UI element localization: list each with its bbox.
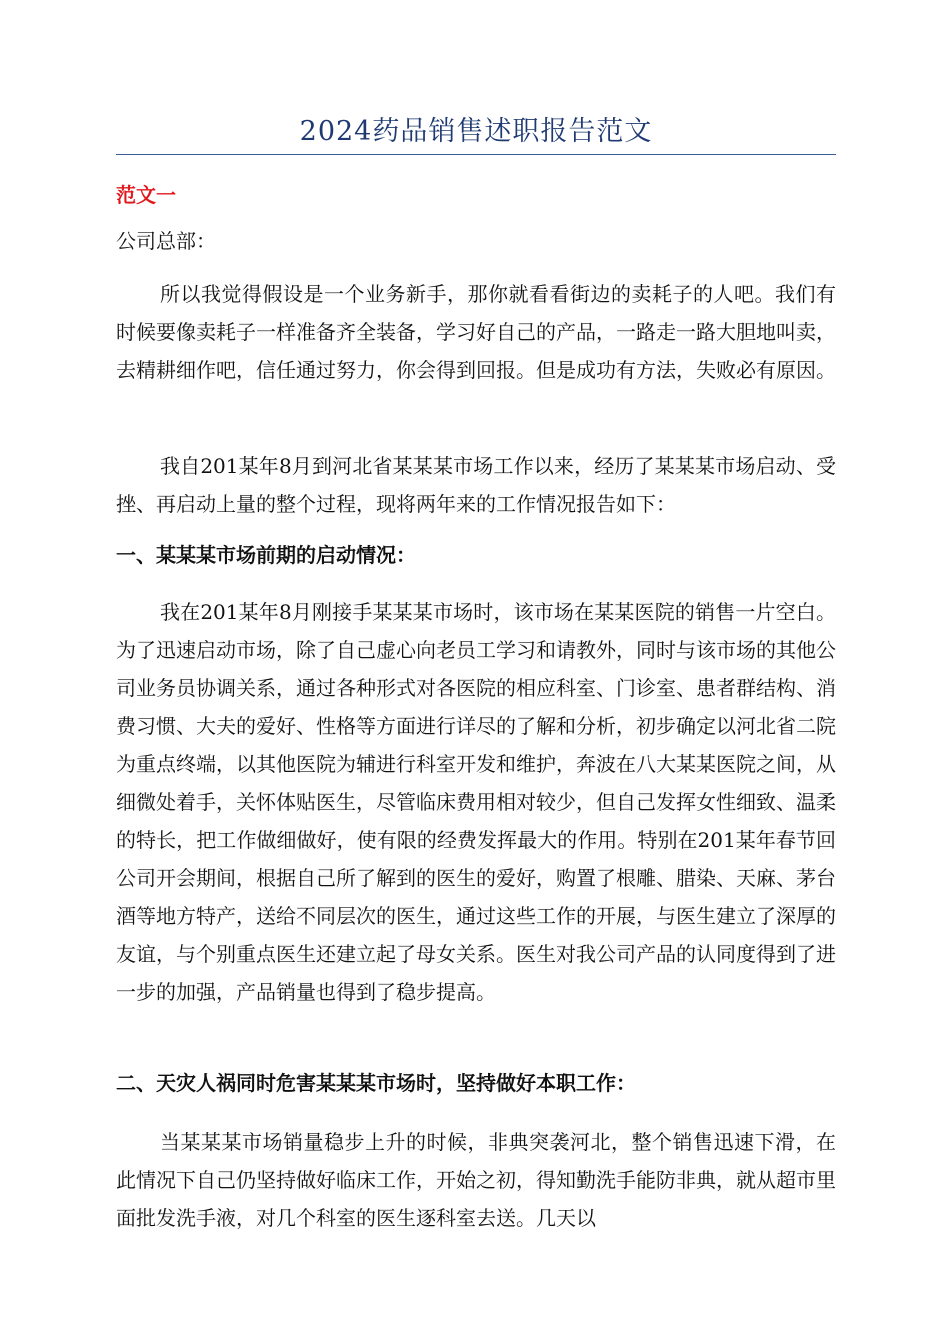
paragraph-section-1: 我在201某年8月刚接手某某某市场时，该市场在某某医院的销售一片空白。为了迅速启动市场，除了自己虚心向老员工学习和请教外，同时与该市场的其他公司业务员协调关系，通过各种形式对各医院的相应科室、门诊室、患者群结构、消费习惯、大夫的爱好、性格等方面进行详尽的了解和分析，初步确定以河北省二院为重点终端，以其他医院为辅进行科室开发和维护，奔波在八大某某医院之间，从细微处着手，关怀体贴医生，尽管临床费用相对较少，但自己发挥女性细致、温柔的特长，把工作做细做好，使有限的经费发挥最大的作用。特别在201某年春节回公司开会期间，根据自己所了解到的医生的爱好，购置了根雕、腊染、天麻、茅台酒等地方特产，送给不同层次的医生，通过这些工作的开展，与医生建立了深厚的友谊，与个别重点医生还建立起了母女关系。医生对我公司产品的认同度得到了进一步的加强，产品销量也得到了稳步提高。 (116, 600, 836, 1004)
section-label: 范文一 (116, 183, 176, 207)
heading-section-2: 二、天灾人祸同时危害某某某市场时，坚持做好本职工作： (116, 1071, 636, 1095)
paragraph-overview: 我自201某年8月到河北省某某某市场工作以来，经历了某某某市场启动、受挫、再启动上量的整个过程，现将两年来的工作情况报告如下： (116, 454, 836, 516)
title-underline (116, 154, 836, 155)
paragraph-section-2: 当某某某市场销量稳步上升的时候，非典突袭河北，整个销售迅速下滑，在此情况下自己仍坚持做好临床工作，开始之初，得知勤洗手能防非典，就从超市里面批发洗手液，对几个科室的医生逐科室去送。几天以 (116, 1130, 836, 1230)
paragraph-intro: 所以我觉得假设是一个业务新手，那你就看看街边的卖耗子的人吧。我们有时候要像卖耗子一样准备齐全装备，学习好自己的产品，一路走一路大胆地叫卖，去精耕细作吧，信任通过努力，你会得到回报。但是成功有方法，失败必有原因。 (116, 282, 836, 382)
heading-section-1: 一、某某某市场前期的启动情况： (116, 543, 416, 567)
salutation: 公司总部： (116, 229, 216, 253)
document-page (116, 0, 836, 1344)
document-title: 2024药品销售述职报告范文 (299, 116, 653, 147)
